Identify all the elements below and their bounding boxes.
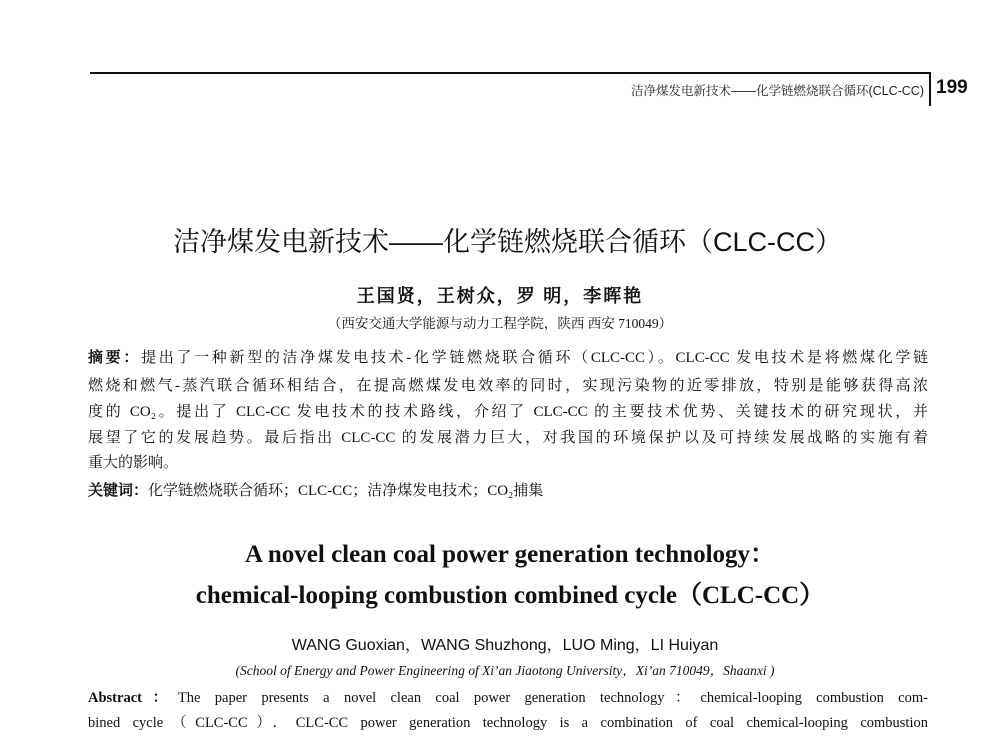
english-abstract-line xyxy=(88,688,928,708)
english-title-line: A novel clean coal power generation technology： xyxy=(244,541,776,568)
chinese-authors: 王国贤，王树众，罗 明，李晖艳 xyxy=(356,286,644,306)
running-title: 洁净煤发电新技术——化学链燃烧联合循环(CLC-CC) xyxy=(630,84,924,98)
chinese-keywords-text: 化学链燃烧联合循环；CLC-CC；洁净煤发电技术；CO₂捕集 xyxy=(148,483,544,499)
header-divider xyxy=(929,72,931,106)
english-title-line: chemical-looping combustion combined cycle（CLC-CC） xyxy=(195,582,825,609)
chinese-keywords-label: 关键词： xyxy=(88,483,149,499)
chinese-affiliation: （西安交通大学能源与动力工程学院，陕西 西安 710049） xyxy=(327,316,673,331)
chinese-title: 洁净煤发电新技术——化学链燃烧联合循环（CLC-CC） xyxy=(172,227,842,257)
chinese-abstract-line: 展望了它的发展趋势。最后指出 CLC-CC 的发展潜力巨大，对我国的环境保护以及可持续发展战略的实施有着 xyxy=(88,430,928,446)
header-rule xyxy=(90,72,930,74)
chinese-abstract-line xyxy=(88,348,928,368)
english-abstract-label: Abstract： xyxy=(88,690,178,706)
english-abstract-text: The paper presents a novel clean coal power generation technology：chemical-looping combustion com- xyxy=(177,690,928,706)
english-authors: WANG Guoxian，WANG Shuzhong，LUO Ming，LI Huiyan xyxy=(291,637,719,654)
chinese-abstract-text: 提出了一种新型的洁净煤发电技术-化学链燃烧联合循环（CLC-CC）。CLC-CC 发电技术是将燃煤化学链 xyxy=(141,350,928,366)
chinese-abstract-label: 摘要： xyxy=(88,350,142,366)
chinese-abstract-line: 度的 CO₂。提出了 CLC-CC 发电技术的技术路线，介绍了 CLC-CC 的主要技术优势、关键技术的研究现状，并 xyxy=(88,404,928,420)
page-number: 199 xyxy=(936,77,968,98)
english-affiliation: (School of Energy and Power Engineering of Xi’an Jiaotong University，Xi’an 710049，Shaanxi ) xyxy=(235,663,775,678)
chinese-keywords xyxy=(88,481,928,501)
chinese-abstract-line: 重大的影响。 xyxy=(88,455,179,471)
english-abstract-line: bined cycle（CLC-CC）．CLC-CC power generation technology is a combination of coal chemical-looping combustion xyxy=(88,715,928,731)
chinese-abstract-line: 燃烧和燃气-蒸汽联合循环相结合，在提高燃煤发电效率的同时，实现污染物的近零排放，特别是能够获得高浓 xyxy=(88,378,928,394)
